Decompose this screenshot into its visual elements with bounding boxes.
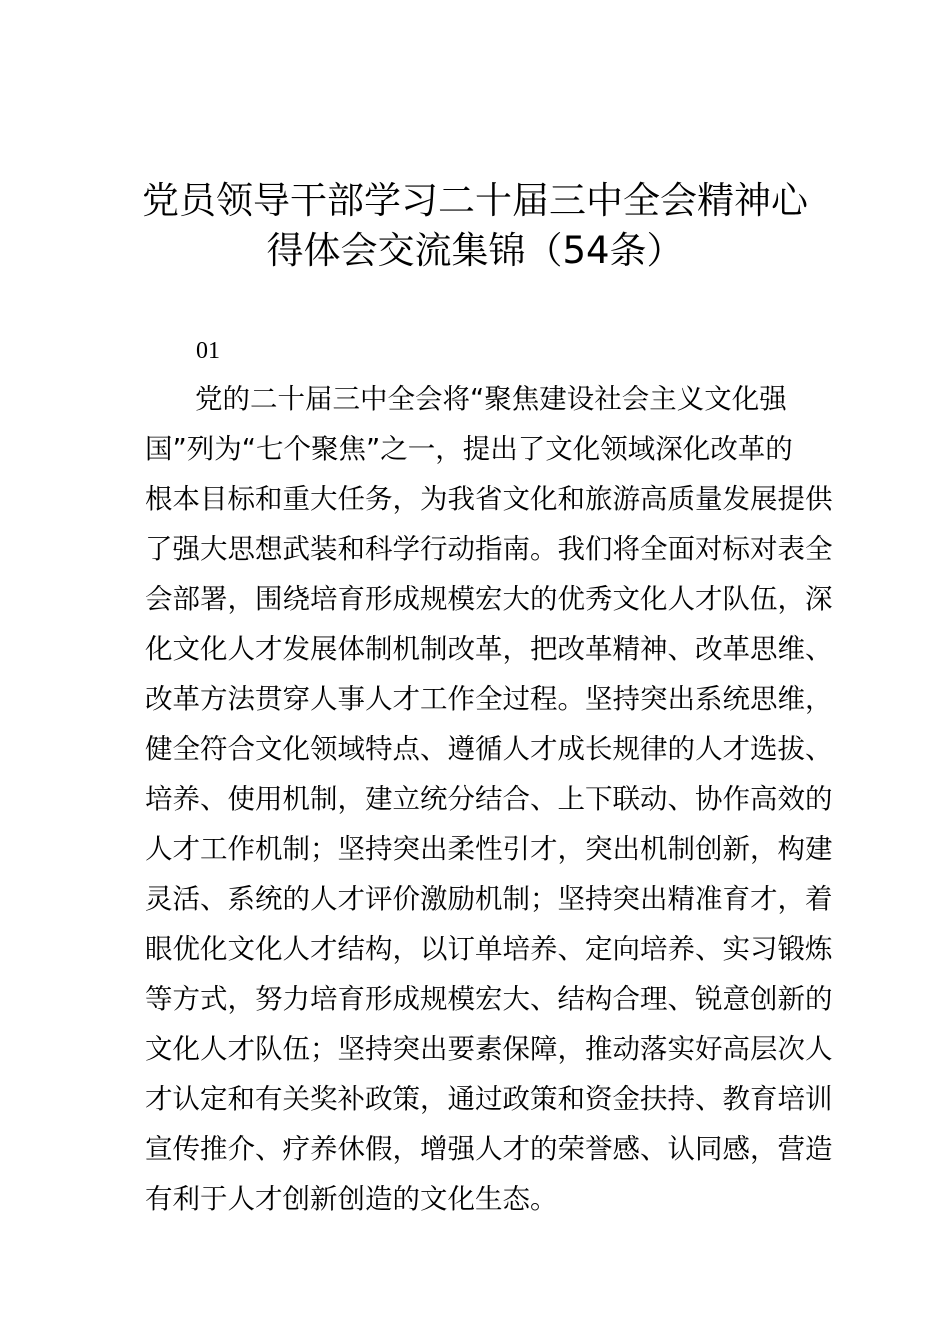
paragraph-line: 人才工作机制；坚持突出柔性引才，突出机制创新，构建: [145, 833, 833, 865]
paragraph-line: 等方式，努力培育形成规模宏大、结构合理、锐意创新的: [145, 983, 833, 1015]
title-line-2: 得体会交流集锦（54条）: [266, 229, 684, 272]
paragraph-line: 有利于人才创新创造的文化生态。: [145, 1183, 558, 1215]
paragraph-line: 健全符合文化领域特点、遵循人才成长规律的人才选拔、: [145, 733, 833, 765]
paragraph-line: 宣传推介、疗养休假，增强人才的荣誉感、认同感，营造: [145, 1133, 833, 1165]
paragraph-line: 文化人才队伍；坚持突出要素保障，推动落实好高层次人: [145, 1033, 833, 1065]
paragraph-line: 才认定和有关奖补政策，通过政策和资金扶持、教育培训: [145, 1083, 833, 1115]
paragraph-line: 国”列为“七个聚焦”之一，提出了文化领域深化改革的: [145, 433, 793, 465]
paragraph-line: 培养、使用机制，建立统分结合、上下联动、协作高效的: [145, 783, 833, 815]
title-line-1: 党员领导干部学习二十届三中全会精神心: [142, 179, 808, 222]
paragraph-line: 化文化人才发展体制机制改革，把改革精神、改革思维、: [145, 633, 833, 665]
paragraph-line: 改革方法贯穿人事人才工作全过程。坚持突出系统思维，: [145, 683, 833, 715]
body-paragraph: [145, 374, 833, 1224]
paragraph-line: 眼优化文化人才结构，以订单培养、定向培养、实习锻炼: [145, 933, 833, 965]
document-title: [140, 176, 810, 276]
paragraph-line: 党的二十届三中全会将“聚焦建设社会主义文化强: [195, 383, 787, 415]
paragraph-line: 了强大思想武装和科学行动指南。我们将全面对标对表全: [145, 533, 833, 565]
section-number: 01: [196, 338, 220, 364]
paragraph-line: 根本目标和重大任务，为我省文化和旅游高质量发展提供: [145, 483, 833, 515]
paragraph-line: 会部署，围绕培育形成规模宏大的优秀文化人才队伍，深: [145, 583, 833, 615]
paragraph-line: 灵活、系统的人才评价激励机制；坚持突出精准育才，着: [145, 883, 833, 915]
